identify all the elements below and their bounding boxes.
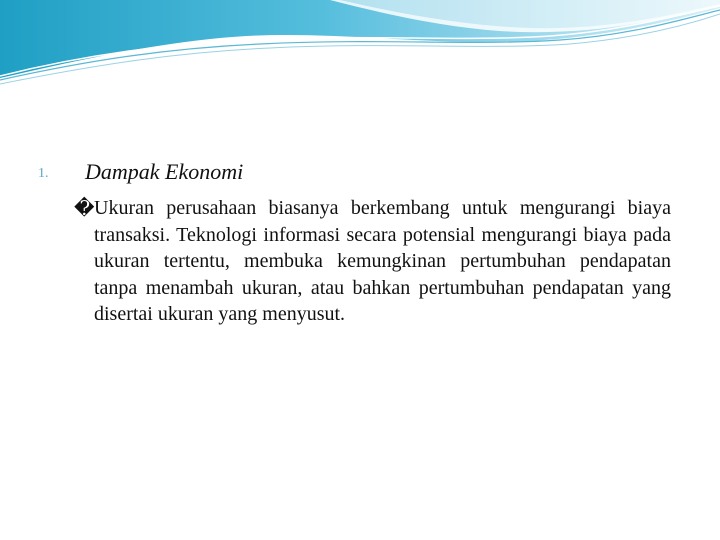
- decorative-wave-header: [0, 0, 720, 90]
- bullet-glyph: �: [74, 198, 95, 220]
- list-number: 1.: [38, 166, 49, 181]
- body-paragraph: Ukuran perusahaan biasanya berkembang untuk mengurangi biaya transaksi. Teknologi informasi secara potensial mengurangi biaya pada ukuran tertentu, membuka kemungkinan pertumbuhan pendapatan tanpa menambah ukuran, atau bahkan pertumbuhan pendapatan yang disertai ukuran yang menyusut.: [94, 197, 671, 325]
- slide-heading: Dampak Ekonomi: [85, 159, 244, 184]
